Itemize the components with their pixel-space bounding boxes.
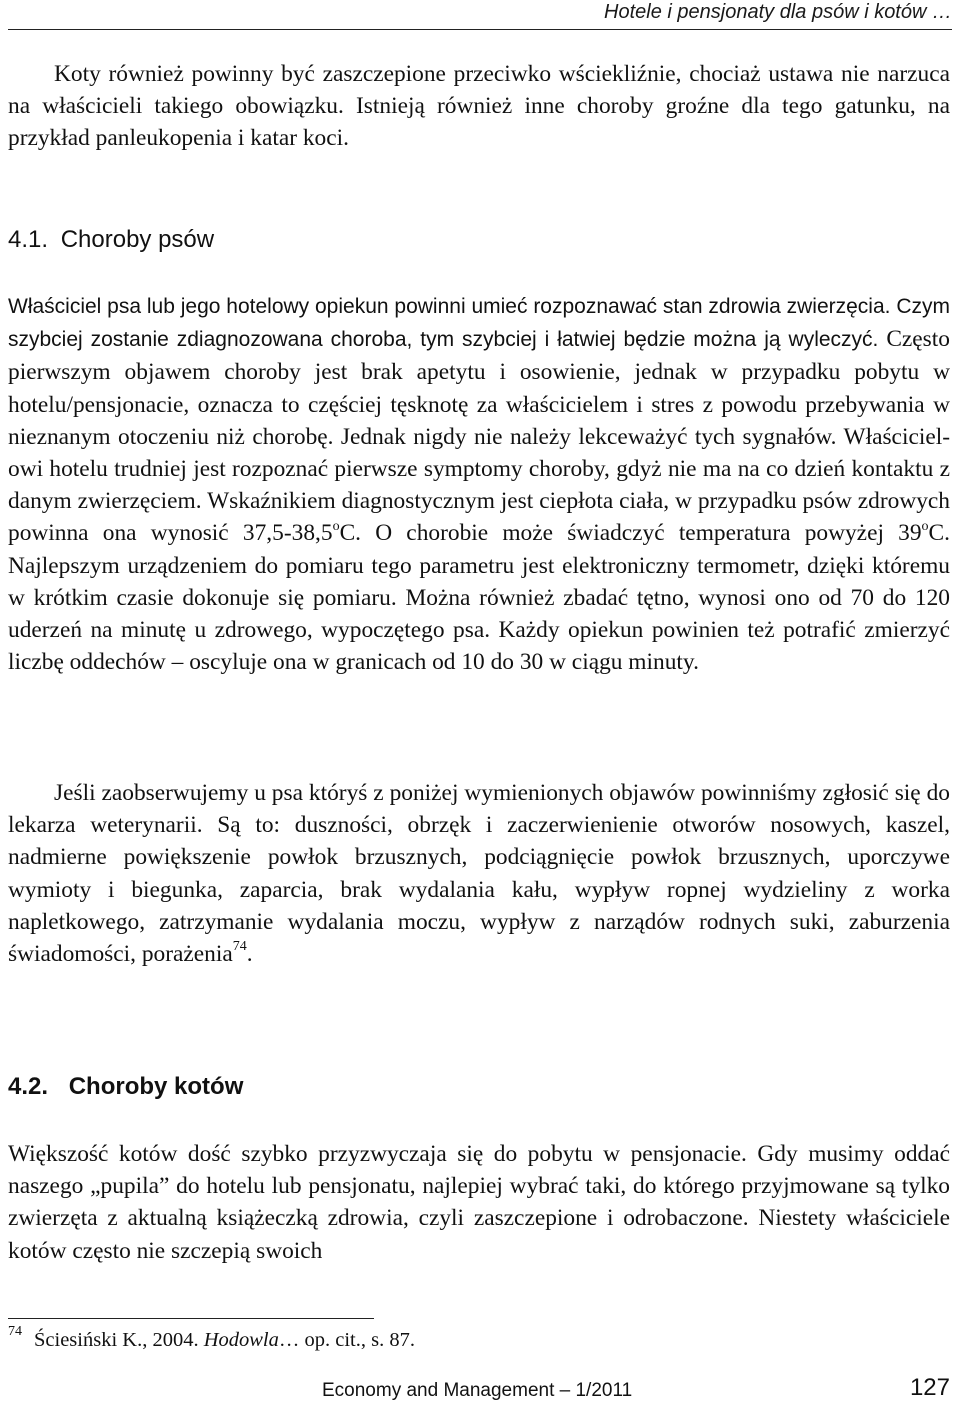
degree-superscript: o: [921, 518, 929, 534]
dogs-body-text-2: C. O chorobie może świadczyć temperatura powyżej 39: [339, 520, 922, 547]
section-heading-dogs: [8, 225, 214, 255]
section-heading-cats: [8, 1072, 243, 1102]
section-number: 4.1.: [8, 226, 49, 253]
footer-journal-name: Economy and Management – 1/2011: [322, 1380, 633, 1401]
symptoms-end: .: [246, 941, 253, 968]
footnote-reference: 74: [232, 939, 247, 955]
degree-superscript: o: [332, 518, 340, 534]
dogs-lead-text: Właściciel psa lub jego hotelowy opiekun powinni umieć rozpoznawać stan zdrowia zwierzęcia. Czym szybciej zostanie zdiagnozowana choroba, tym szybciej i łatwiej będzie można ją wyleczyć.: [8, 295, 950, 352]
dogs-body-text-1: Często pierwszym objawem choroby jest brak apetytu i osowienie, jednak w przypadku pobytu w hotelu/pensjonacie, oznacza to częściej tęsknotę za właścicielem i stres z powodu przebywania w nieznanym otoczeniu niż chorobę. Jednak nigdy nie należy lekceważyć tych sygnałów. Właścicielowi hotelu trudniej jest rozpoznać pierwsze symptomy choroby, gdyż nie ma na co dzień kontaktu z danym zwierzęciem. Wskaźnikiem diagnostycznym jest ciepłota ciała, w przypadku psów zdrowych powinna ona wynosić 37,5-38,5: [8, 326, 950, 547]
section-title: Choroby psów: [60, 226, 215, 253]
dogs-body-text-3: C. Najlepszym urządzeniem do pomiaru tego parametru jest elektroniczny termometr, dzięki któremu w krótkim czasie dokonuje się pomiaru. Można również zbadać tętno, wynosi ono od 70 do 120 uderzeń na minutę u zdrowego, wypoczętego psa. Każdy opiekun powinien też potrafić zmierzyć liczbę oddechów – oscyluje ona w granicach od 10 do 30 w ciągu minuty.: [8, 520, 950, 676]
running-header-title: Hotele i pensjonaty dla psów i kotów …: [604, 1, 952, 23]
symptoms-paragraph: [8, 777, 950, 970]
section-title: Choroby kotów: [68, 1073, 244, 1100]
symptoms-text: Jeśli zaobserwujemy u psa któryś z poniżej wymienionych objawów powinniśmy zgłosić się do lekarza weterynarii. Są to: duszności, obrzęk i zaczerwienienie otworów nosowych, kaszel, nadmierne powiększenie powłok brzusznych, podciągnięcie powłok brzusznych, uporczywe wymioty i biegunka, zaparcia, brak wydalania kału, wypływ ropnej wydzieliny z worka napletkowego, zatrzymanie wydalania moczu, wypływ z narządów rodnych suki, zaburzenia świadomości, porażenia: [8, 780, 950, 968]
footnote: [8, 1326, 415, 1354]
page-number: 127: [909, 1374, 950, 1401]
footnote-number: 74: [8, 1324, 22, 1340]
cats-paragraph: Większość kotów dość szybko przyzwyczaja się do pobytu w pensjonacie. Gdy musimy oddać naszego „pupila” do hotelu lub pensjonatu, najlepiej wybrać taki, do którego przyjmowane są tylko zwierzęta z aktualną książeczką zdrowia, czyli zaszczepione i odrobaczone. Niestety właściciele kotów często nie szczepią swoich: [8, 1141, 950, 1264]
intro-paragraph: Koty również powinny być zaszczepione przeciwko wściekliźnie, chociaż ustawa nie narzuca na właścicieli takiego obowiązku. Istnieją również inne choroby groźne dla tego gatunku, na przykład panleukopenia i katar koci.: [8, 61, 950, 152]
footnote-text: Ściesiński K., 2004.: [34, 1329, 204, 1351]
dogs-paragraph: [8, 290, 950, 678]
section-number: 4.2.: [8, 1073, 49, 1100]
footnote-separator: [8, 1318, 374, 1319]
header-rule: [8, 29, 952, 30]
footnote-text-tail: … op. cit., s. 87.: [278, 1329, 415, 1351]
footnote-cited-title: Hodowla: [203, 1329, 279, 1351]
